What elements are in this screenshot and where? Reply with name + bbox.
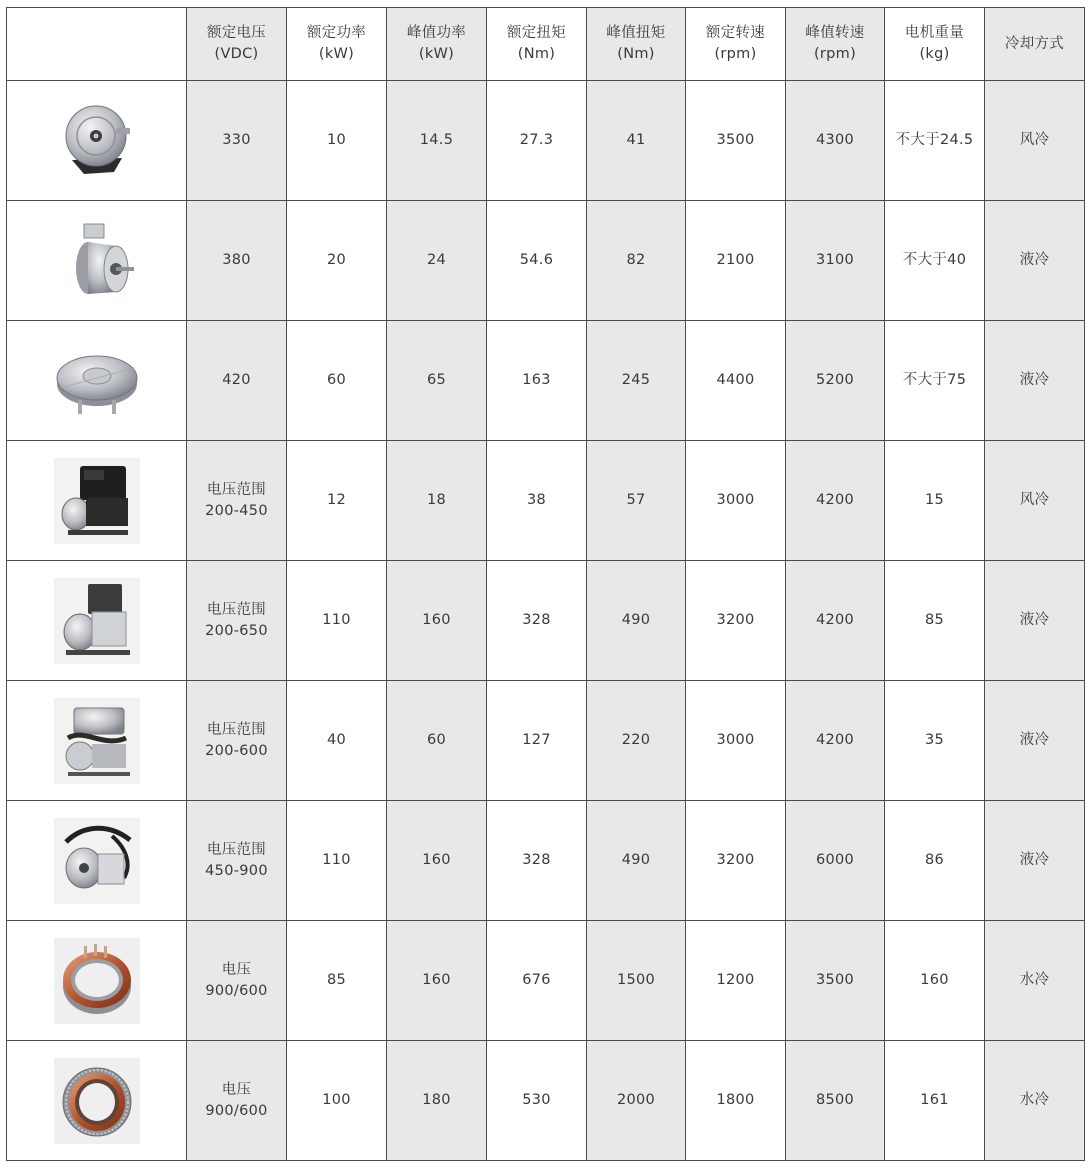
peak-speed-cell: 5200 xyxy=(786,321,885,441)
rated-torque-cell: 163 xyxy=(487,321,587,441)
peak-power-cell: 24 xyxy=(387,201,487,321)
rated-power-cell: 12 xyxy=(287,441,387,561)
rated-speed-cell: 3000 xyxy=(686,441,786,561)
stator-ring-copper-icon xyxy=(54,938,140,1024)
peak-speed-cell: 4300 xyxy=(786,81,885,201)
header-peak-torque: 峰值扭矩 (Nm) xyxy=(587,8,686,81)
table-row xyxy=(7,681,1085,801)
motor-cylinder-liquid-cooled-icon xyxy=(54,218,140,304)
rated-power-cell: 110 xyxy=(287,801,387,921)
rated-power-cell: 60 xyxy=(287,321,387,441)
motor-weight-cell: 85 xyxy=(885,561,985,681)
peak-power-cell: 60 xyxy=(387,681,487,801)
motor-weight-cell: 86 xyxy=(885,801,985,921)
rated-torque-cell: 530 xyxy=(487,1041,587,1161)
voltage-range-line: 200-450 xyxy=(205,502,268,519)
peak-torque-cell: 1500 xyxy=(587,921,686,1041)
header-rated-power: 额定功率 (kW) xyxy=(287,8,387,81)
table-row xyxy=(7,801,1085,921)
rated-torque-cell: 38 xyxy=(487,441,587,561)
rated-power-cell: 100 xyxy=(287,1041,387,1161)
motor-flat-pancake-icon xyxy=(54,338,140,424)
rated-speed-cell: 3200 xyxy=(686,561,786,681)
motor-weight-cell: 35 xyxy=(885,681,985,801)
product-image-cell xyxy=(7,801,187,921)
table-row xyxy=(7,561,1085,681)
cooling-method-cell: 液冷 xyxy=(985,681,1085,801)
cooling-method-cell: 风冷 xyxy=(985,81,1085,201)
product-image-cell xyxy=(7,1041,187,1161)
header-peak-speed: 峰值转速 (rpm) xyxy=(786,8,885,81)
rated-power-cell: 110 xyxy=(287,561,387,681)
peak-power-cell: 160 xyxy=(387,921,487,1041)
voltage-range-line: 900/600 xyxy=(205,1102,268,1119)
header-cooling-method: 冷却方式 xyxy=(985,8,1085,81)
voltage-range-line: 450-900 xyxy=(205,862,268,879)
rated-voltage-cell xyxy=(187,321,287,441)
voltage-line: 电压范围 xyxy=(206,601,267,618)
rated-speed-cell: 3000 xyxy=(686,681,786,801)
generator-set-black-icon xyxy=(54,458,140,544)
rated-voltage-cell xyxy=(187,1041,287,1161)
rated-speed-cell: 1800 xyxy=(686,1041,786,1161)
peak-torque-cell: 490 xyxy=(587,561,686,681)
rated-voltage-cell xyxy=(187,681,287,801)
cooling-method-cell: 液冷 xyxy=(985,561,1085,681)
table-row xyxy=(7,201,1085,321)
voltage-line: 电压范围 xyxy=(206,841,267,858)
voltage-line: 电压 xyxy=(221,961,252,978)
product-image-cell xyxy=(7,921,187,1041)
cooling-method-cell: 水冷 xyxy=(985,921,1085,1041)
rated-torque-cell: 328 xyxy=(487,801,587,921)
header-rated-torque: 额定扭矩 (Nm) xyxy=(487,8,587,81)
peak-power-cell: 18 xyxy=(387,441,487,561)
rated-torque-cell: 127 xyxy=(487,681,587,801)
voltage-range-line: 200-650 xyxy=(205,622,268,639)
header-rated-speed: 额定转速 (rpm) xyxy=(686,8,786,81)
header-peak-power: 峰值功率 (kW) xyxy=(387,8,487,81)
peak-speed-cell: 6000 xyxy=(786,801,885,921)
peak-torque-cell: 490 xyxy=(587,801,686,921)
motor-spec-table xyxy=(6,7,1085,1161)
peak-speed-cell: 8500 xyxy=(786,1041,885,1161)
peak-power-cell: 14.5 xyxy=(387,81,487,201)
rated-power-cell: 40 xyxy=(287,681,387,801)
voltage-line: 电压范围 xyxy=(206,721,267,738)
header-row xyxy=(7,8,1085,81)
voltage-range-line: 900/600 xyxy=(205,982,268,999)
rated-speed-cell: 3500 xyxy=(686,81,786,201)
motor-weight-cell: 不大于75 xyxy=(885,321,985,441)
table-row xyxy=(7,81,1085,201)
stator-ring-gear-icon xyxy=(54,1058,140,1144)
cooling-method-cell: 风冷 xyxy=(985,441,1085,561)
peak-power-cell: 160 xyxy=(387,561,487,681)
header-image-cell xyxy=(7,8,187,81)
rated-speed-cell: 2100 xyxy=(686,201,786,321)
peak-power-cell: 160 xyxy=(387,801,487,921)
rated-power-cell: 85 xyxy=(287,921,387,1041)
generator-set-compact-icon xyxy=(54,698,140,784)
rated-power-cell: 20 xyxy=(287,201,387,321)
product-image-cell xyxy=(7,681,187,801)
product-image-cell xyxy=(7,81,187,201)
voltage-line: 380 xyxy=(222,252,251,268)
table-row xyxy=(7,921,1085,1041)
product-image-cell xyxy=(7,201,187,321)
peak-torque-cell: 41 xyxy=(587,81,686,201)
rated-voltage-cell xyxy=(187,201,287,321)
table-row xyxy=(7,441,1085,561)
cooling-method-cell: 液冷 xyxy=(985,321,1085,441)
peak-torque-cell: 57 xyxy=(587,441,686,561)
voltage-line: 420 xyxy=(222,372,251,388)
rated-speed-cell: 1200 xyxy=(686,921,786,1041)
rated-power-cell: 10 xyxy=(287,81,387,201)
product-image-cell xyxy=(7,441,187,561)
voltage-range-line: 200-600 xyxy=(205,742,268,759)
rated-voltage-cell xyxy=(187,561,287,681)
header-motor-weight: 电机重量 (kg) xyxy=(885,8,985,81)
peak-torque-cell: 82 xyxy=(587,201,686,321)
motor-weight-cell: 160 xyxy=(885,921,985,1041)
peak-speed-cell: 3100 xyxy=(786,201,885,321)
cooling-method-cell: 液冷 xyxy=(985,201,1085,321)
cooling-method-cell: 水冷 xyxy=(985,1041,1085,1161)
peak-speed-cell: 4200 xyxy=(786,681,885,801)
peak-speed-cell: 4200 xyxy=(786,441,885,561)
header-rated-voltage: 额定电压 (VDC) xyxy=(187,8,287,81)
product-image-cell xyxy=(7,321,187,441)
motor-weight-cell: 15 xyxy=(885,441,985,561)
rated-torque-cell: 54.6 xyxy=(487,201,587,321)
peak-torque-cell: 245 xyxy=(587,321,686,441)
motor-weight-cell: 不大于40 xyxy=(885,201,985,321)
rated-voltage-cell xyxy=(187,801,287,921)
peak-speed-cell: 4200 xyxy=(786,561,885,681)
rated-torque-cell: 676 xyxy=(487,921,587,1041)
motor-air-cooled-disc-icon xyxy=(54,98,140,184)
voltage-line: 电压范围 xyxy=(206,481,267,498)
peak-power-cell: 65 xyxy=(387,321,487,441)
rated-voltage-cell xyxy=(187,81,287,201)
motor-weight-cell: 161 xyxy=(885,1041,985,1161)
peak-torque-cell: 220 xyxy=(587,681,686,801)
motor-weight-cell: 不大于24.5 xyxy=(885,81,985,201)
rated-speed-cell: 3200 xyxy=(686,801,786,921)
table-row xyxy=(7,321,1085,441)
voltage-line: 330 xyxy=(222,132,251,148)
rated-torque-cell: 27.3 xyxy=(487,81,587,201)
product-image-cell xyxy=(7,561,187,681)
rated-torque-cell: 328 xyxy=(487,561,587,681)
peak-torque-cell: 2000 xyxy=(587,1041,686,1161)
rated-speed-cell: 4400 xyxy=(686,321,786,441)
generator-set-silver-icon xyxy=(54,578,140,664)
cooling-method-cell: 液冷 xyxy=(985,801,1085,921)
peak-speed-cell: 3500 xyxy=(786,921,885,1041)
rated-voltage-cell xyxy=(187,441,287,561)
peak-power-cell: 180 xyxy=(387,1041,487,1161)
table-row xyxy=(7,1041,1085,1161)
generator-set-hoses-icon xyxy=(54,818,140,904)
voltage-line: 电压 xyxy=(221,1081,252,1098)
rated-voltage-cell xyxy=(187,921,287,1041)
